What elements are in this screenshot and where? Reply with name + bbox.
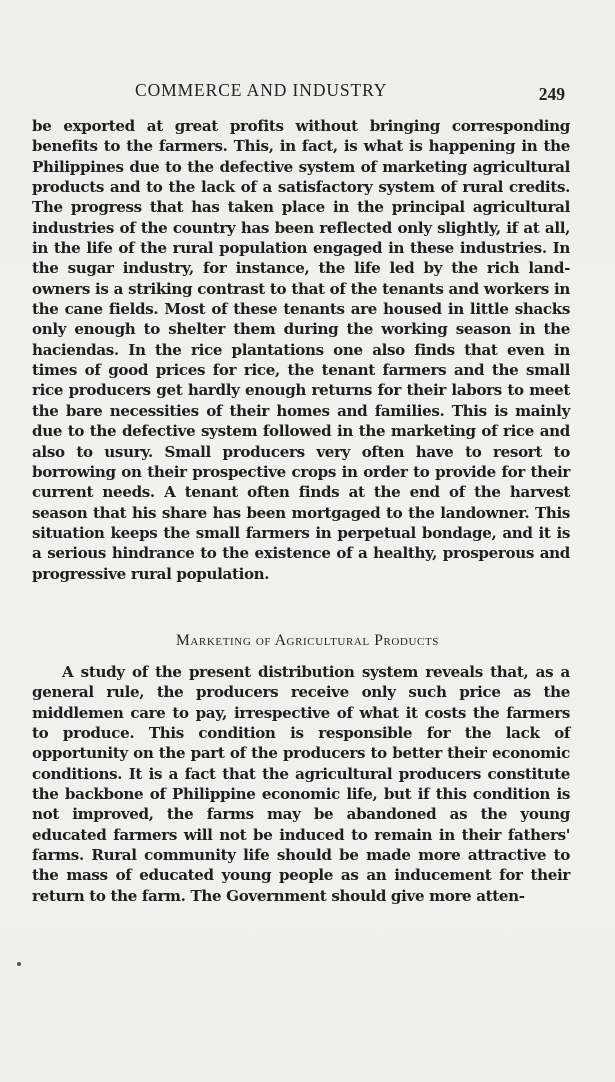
paragraph-continued: be exported at great profits without bringing corresponding benefits to the farmers. This, in fact, is what is happening in the Philippines due to the defective system of marketing agricultural products and to the lack of a satisfactory system of rural credits. The progress that has taken place in the principal agricultural industries of the country has been reflected only slightly, if at all, in the life of the rural population engaged in these industries. In the sugar industry, for instance, the life led by the rich land-owners is a striking contrast to that of the tenants and workers in the cane fields. Most of these tenants are housed in little shacks only enough to shelter them during the working season in the haciendas. In the rice plantations one also finds that even in times of good prices for rice, the tenant farmers and the small rice producers get hardly enough returns for their labors to meet the bare necessities of their homes and families. This is mainly due to the defective system followed in the marketing of rice and also to usury. Small producers very often have to resort to borrowing on their prospective crops in order to provide for their current needs. A tenant often finds at the end of the harvest season that his share has been mortgaged to the landowner. This situation keeps the small farmers in perpetual bondage, and it is a serious hindrance to the existence of a healthy, prosperous and progressive rural population.: [32, 117, 570, 583]
running-head: [0, 74, 615, 114]
section-heading: Marketing of Agricultural Products: [176, 632, 439, 649]
body-text-lower: [32, 662, 570, 906]
paragraph-marketing: A study of the present distribution system reveals that, as a general rule, the producers receive only such price as the middlemen care to pay, irrespective of what it costs the farmers to produce. This condition is responsible for the lack of opportunity on the part of the producers to better their economic conditions. It is a fact that the agricultural producers constitute the backbone of Philippine economic life, but if this condition is not improved, the farms may be abandoned as the young educated farmers will not be induced to remain in their fathers' farms. Rural community life should be made more attractive to the mass of educated young people as an inducement for their return to the farm. The Government should give more atten-: [32, 663, 570, 905]
body-text-upper: [32, 116, 570, 584]
page-number: 249: [538, 84, 565, 104]
running-title: COMMERCE AND INDUSTRY: [135, 80, 388, 100]
paper-speck: [17, 962, 21, 966]
